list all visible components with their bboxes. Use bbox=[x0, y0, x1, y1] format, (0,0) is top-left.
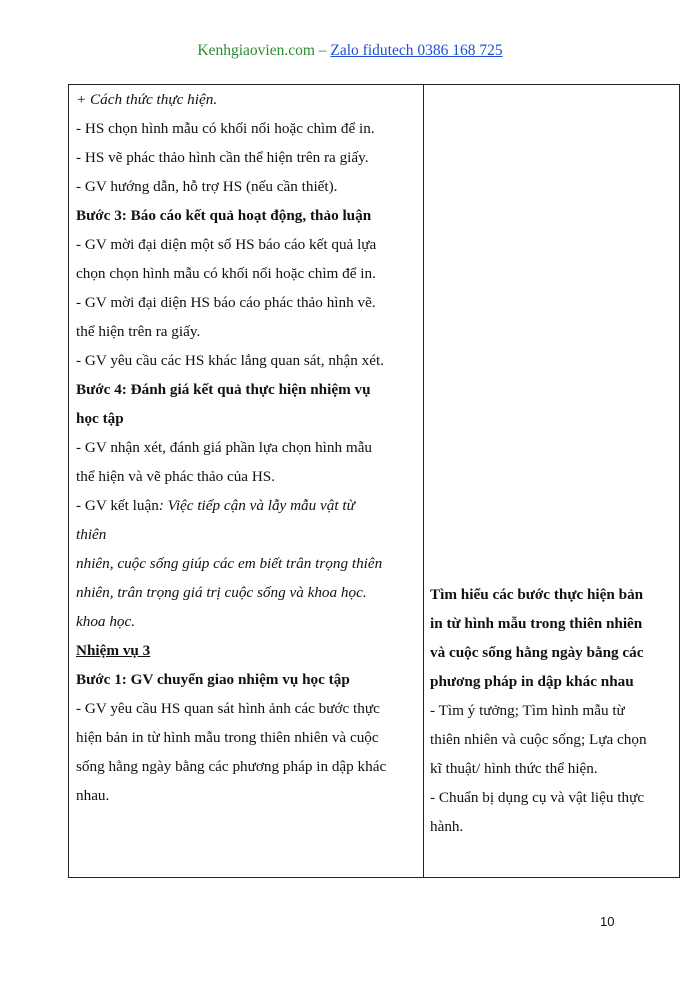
zalo-link[interactable]: Zalo fidutech 0386 168 725 bbox=[330, 42, 503, 59]
method-line: + Cách thức thực hiện. bbox=[76, 91, 218, 108]
conclusion-label: - GV kết luận bbox=[76, 497, 159, 514]
product-heading: phương pháp in dập khác nhau bbox=[430, 673, 634, 690]
text-line: - GV hướng dẫn, hỗ trợ HS (nếu cần thiết). bbox=[76, 178, 338, 195]
header-separator: – bbox=[314, 42, 331, 59]
products-column bbox=[424, 85, 680, 878]
text-line: chọn chọn hình mẫu có khối nổi hoặc chìm để in. bbox=[76, 265, 376, 282]
text-line: - GV mời đại diện HS báo cáo phác thảo hình vẽ. bbox=[76, 294, 376, 311]
step-heading-cont: học tập bbox=[76, 410, 124, 427]
page-header bbox=[0, 42, 700, 60]
step-heading: Bước 1: GV chuyển giao nhiệm vụ học tập bbox=[76, 671, 350, 688]
text-line: hành. bbox=[430, 818, 464, 835]
text-line: hiện bản in từ hình mẫu trong thiên nhiên và cuộc bbox=[76, 729, 379, 746]
text-line: nhiên, cuộc sống giúp các em biết trân trọng thiên bbox=[76, 555, 383, 572]
task-heading: Nhiệm vụ 3 bbox=[76, 642, 151, 659]
text-line: - GV yêu cầu HS quan sát hình ảnh các bước thực bbox=[76, 700, 380, 717]
text-line: nhau. bbox=[76, 787, 110, 804]
text-line: - HS chọn hình mẫu có khối nổi hoặc chìm để in. bbox=[76, 120, 375, 137]
step-heading: Bước 3: Báo cáo kết quả hoạt động, thảo luận bbox=[76, 207, 372, 224]
page-number: 10 bbox=[600, 914, 615, 929]
site-link[interactable]: Kenhgiaovien.com bbox=[197, 42, 315, 59]
text-line: nhiên, trân trọng giá trị cuộc sống và khoa học. bbox=[76, 584, 367, 601]
text-line: - GV mời đại diện một số HS báo cáo kết quả lựa bbox=[76, 236, 377, 253]
text-line: - HS vẽ phác thảo hình cần thể hiện trên ra giấy. bbox=[76, 149, 369, 166]
activities-column bbox=[69, 85, 424, 878]
lesson-table bbox=[68, 84, 680, 878]
text-line: thể hiện trên ra giấy. bbox=[76, 323, 201, 340]
product-heading: và cuộc sống hằng ngày bằng các bbox=[430, 644, 644, 661]
text-line: - Chuẩn bị dụng cụ và vật liệu thực bbox=[430, 789, 645, 806]
text-line: khoa học. bbox=[76, 613, 136, 630]
text-line: - Tìm ý tưởng; Tìm hình mẫu từ bbox=[430, 702, 625, 719]
text-line: thiên nhiên và cuộc sống; Lựa chọn bbox=[430, 731, 647, 748]
text-line: thể hiện và vẽ phác thảo của HS. bbox=[76, 468, 276, 485]
text-line: sống hằng ngày bằng các phương pháp in dập khác bbox=[76, 758, 387, 775]
conclusion-line bbox=[76, 491, 417, 520]
text-line: - GV nhận xét, đánh giá phần lựa chọn hình mẫu bbox=[76, 439, 373, 456]
text-line: thiên bbox=[76, 526, 107, 543]
product-heading: Tìm hiểu các bước thực hiện bản bbox=[430, 586, 644, 603]
step-heading: Bước 4: Đánh giá kết quả thực hiện nhiệm vụ bbox=[76, 381, 371, 398]
product-heading: in từ hình mẫu trong thiên nhiên bbox=[430, 615, 643, 632]
conclusion-text: : Việc tiếp cận và lẫy mẫu vật từ bbox=[158, 497, 355, 514]
text-line: - GV yêu cầu các HS khác lắng quan sát, nhận xét. bbox=[76, 352, 385, 369]
text-line: kĩ thuật/ hình thức thể hiện. bbox=[430, 760, 598, 777]
